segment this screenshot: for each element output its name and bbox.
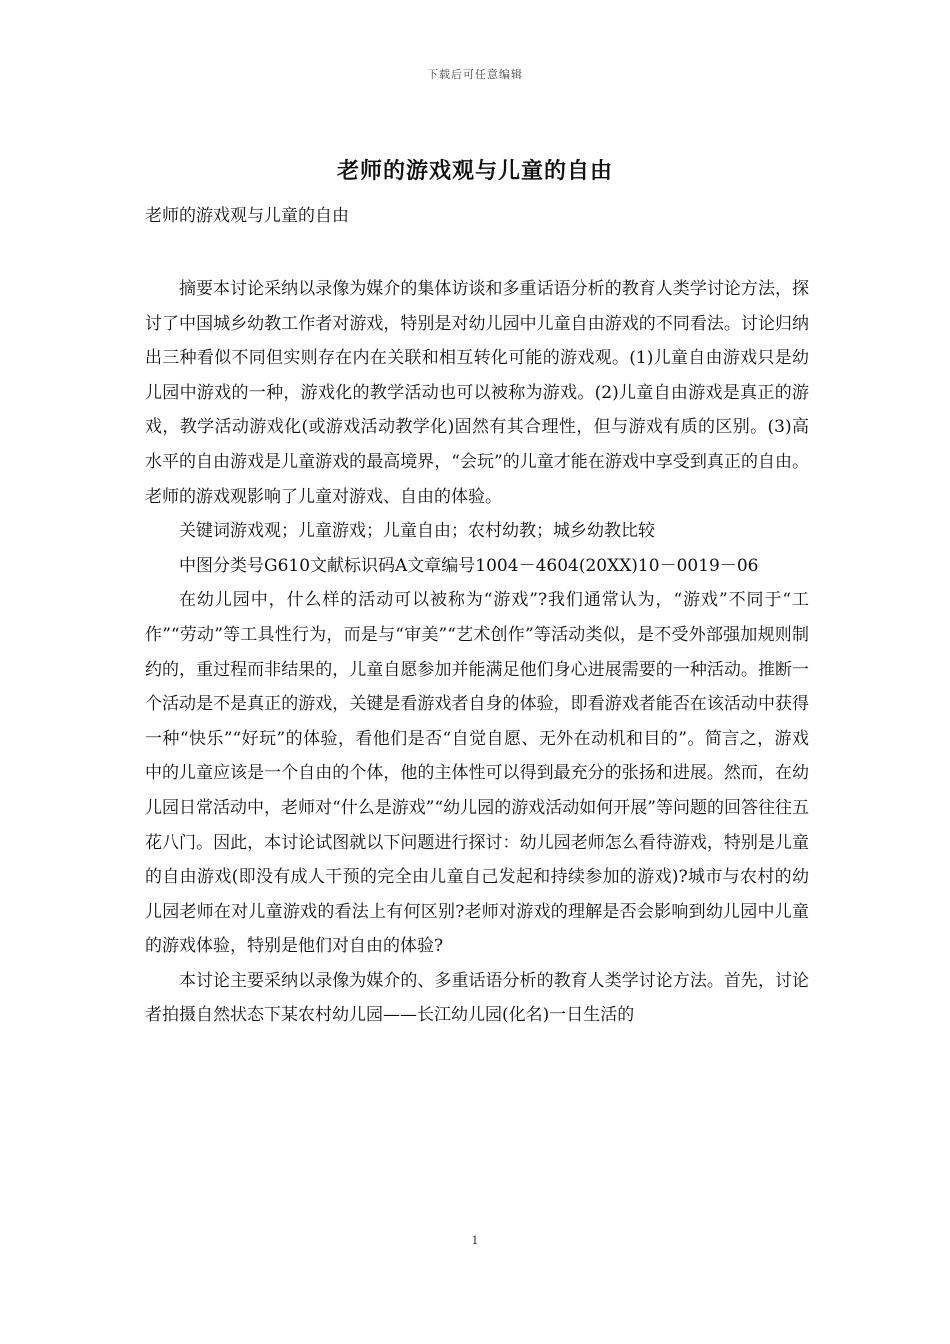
document-subtitle: 老师的游戏观与儿童的自由 (145, 206, 349, 226)
introduction-paragraph: 在幼儿园中，什么样的活动可以被称为“游戏”?我们通常认为，“游戏”不同于“工作”“劳动”等工具性行为，而是与“审美”“艺术创作”等活动类似，是不受外部强加规则制约的，重过程而非结果的，儿童自愿参加并能满足他们身心进展需要的一种活动。推断一个活动是不是真正的游戏，关键是看游戏者自身的体验，即看游戏者能否在该活动中获得一种“快乐”“好玩”的体验，看他们是否“自觉自愿、无外在动机和目的”。简言之，游戏中的儿童应该是一个自由的个体，他的主体性可以得到最充分的张扬和进展。然而，在幼儿园日常活动中，老师对“什么是游戏”“幼儿园的游戏活动如何开展”等问题的回答往往五花八门。因此，本讨论试图就以下问题进行探讨：幼儿园老师怎么看待游戏，特别是儿童的自由游戏(即没有成人干预的完全由儿童自己发起和持续参加的游戏)?城市与农村的幼儿园老师在对儿童游戏的看法上有何区别?老师对游戏的理解是否会影响到幼儿园中儿童的游戏体验，特别是他们对自由的体验? (145, 590, 809, 957)
keywords-paragraph: 关键词游戏观；儿童游戏；儿童自由；农村幼教；城乡幼教比较 (179, 521, 655, 542)
page-header-note: 下载后可任意编辑 (427, 68, 523, 81)
classification-paragraph: 中图分类号G610文献标识码A文章编号1004－4604(20XX)10－0019－06 (179, 555, 759, 576)
page-number: 1 (471, 1234, 479, 1247)
abstract-paragraph: 摘要本讨论采纳以录像为媒介的集体访谈和多重话语分析的教育人类学讨论方法，探讨了中国城乡幼教工作者对游戏，特别是对幼儿园中儿童自由游戏的不同看法。讨论归纳出三种看似不同但实则存在内在关联和相互转化可能的游戏观。(1)儿童自由游戏只是幼儿园中游戏的一种，游戏化的教学活动也可以被称为游戏。(2)儿童自由游戏是真正的游戏，教学活动游戏化(或游戏活动教学化)固然有其合理性，但与游戏有质的区别。(3)高水平的自由游戏是儿童游戏的最高境界，“会玩”的儿童才能在游戏中享受到真正的自由。老师的游戏观影响了儿童对游戏、自由的体验。 (145, 279, 809, 507)
methodology-paragraph: 本讨论主要采纳以录像为媒介的、多重话语分析的教育人类学讨论方法。首先，讨论者拍摄自然状态下某农村幼儿园——长江幼儿园(化名)一日生活的 (145, 970, 809, 1026)
document-body (145, 272, 809, 1033)
document-title: 老师的游戏观与儿童的自由 (336, 159, 613, 184)
